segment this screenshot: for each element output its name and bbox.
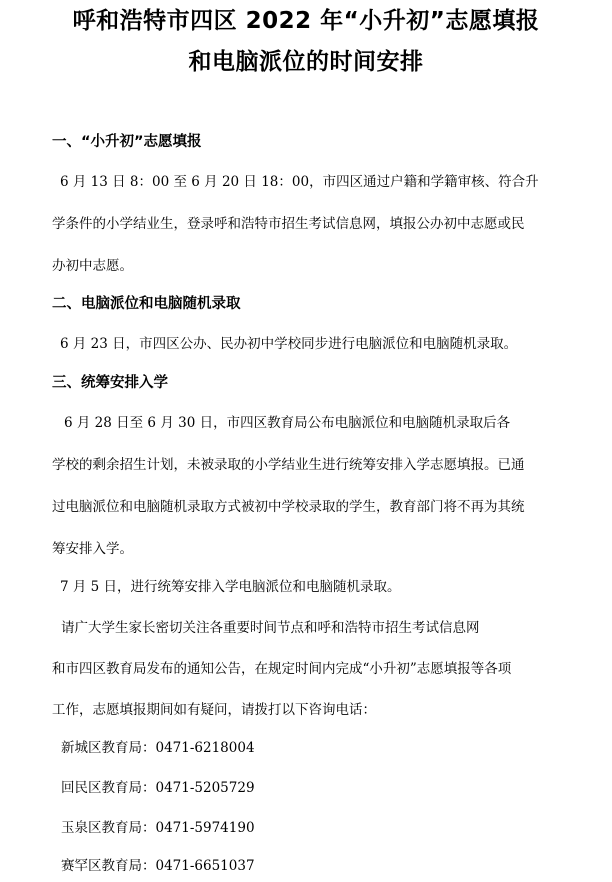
section-3-line-2: 学校的剩余招生计划，未被录取的小学结业生进行统筹安排入学志愿填报。已通 [52, 457, 525, 473]
contact-row-xincheng [61, 738, 255, 758]
contact-row-saihan [61, 856, 255, 876]
contact-label: 赛罕区教育局： [61, 858, 156, 874]
section-3-line-1: 6 月 28 日至 6 月 30 日，市四区教育局公布电脑派位和电脑随机录取后各 [64, 415, 511, 431]
contact-label: 玉泉区教育局： [61, 820, 156, 836]
date-line: 7 月 5 日，进行统筹安排入学电脑派位和电脑随机录取。 [60, 579, 401, 595]
notice-line-2: 和市四区教育局发布的通知公告，在规定时间内完成“小升初”志愿填报等各项 [52, 661, 512, 677]
section-3-line-4: 筹安排入学。 [52, 541, 133, 557]
document-title-line-1: 呼和浩特市四区 2022 年“小升初”志愿填报 [72, 8, 540, 34]
section-1-line-1: 6 月 13 日 8：00 至 6 月 20 日 18：00，市四区通过户籍和学籍审核、符合升 [60, 174, 539, 190]
contact-phone: 0471-5974190 [155, 820, 255, 836]
contact-phone: 0471-5205729 [155, 780, 255, 796]
contact-phone: 0471-6218004 [155, 740, 255, 756]
contact-label: 新城区教育局： [61, 740, 156, 756]
document-title-line-2: 和电脑派位的时间安排 [188, 49, 424, 75]
section-1-line-2: 学条件的小学结业生，登录呼和浩特市招生考试信息网，填报公办初中志愿或民 [52, 216, 525, 232]
contact-label: 回民区教育局： [61, 780, 156, 796]
section-heading-2: 二、电脑派位和电脑随机录取 [52, 296, 241, 312]
section-heading-3: 三、统筹安排入学 [52, 375, 168, 391]
section-3-line-3: 过电脑派位和电脑随机录取方式被初中学校录取的学生，教育部门将不再为其统 [52, 499, 525, 515]
contact-phone: 0471-6651037 [155, 858, 255, 874]
contact-row-yuquan [61, 818, 255, 838]
section-2-line-1: 6 月 23 日，市四区公办、民办初中学校同步进行电脑派位和电脑随机录取。 [60, 336, 518, 352]
section-heading-1: 一、“小升初”志愿填报 [52, 134, 202, 150]
notice-line-3: 工作，志愿填报期间如有疑问，请拨打以下咨询电话： [52, 702, 376, 718]
notice-line-1: 请广大学生家长密切关注各重要时间节点和呼和浩特市招生考试信息网 [61, 620, 480, 636]
section-1-line-3: 办初中志愿。 [52, 258, 133, 274]
contact-row-huimin [61, 778, 255, 798]
